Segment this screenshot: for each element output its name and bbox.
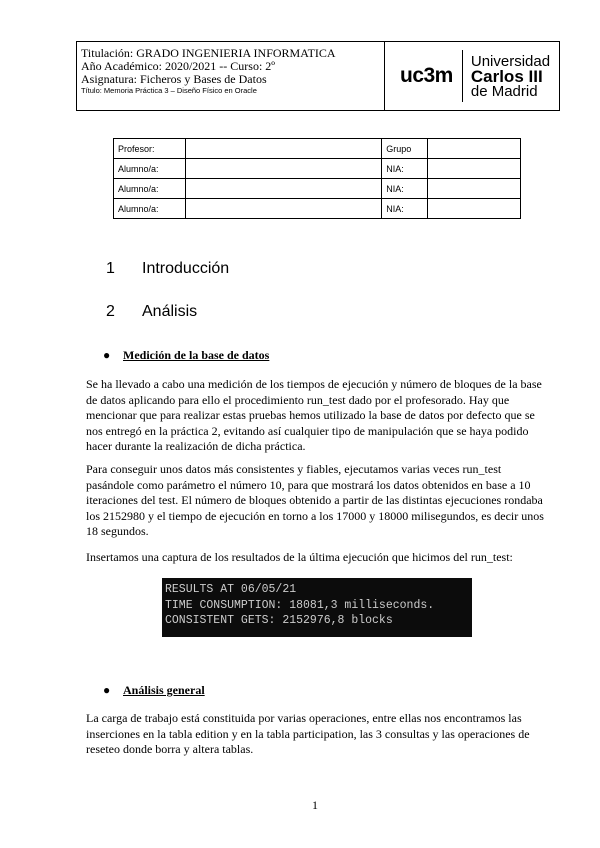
table-cell-value: [185, 159, 381, 179]
section-1-title: Introducción: [142, 260, 230, 277]
bullet-dot: ●: [103, 348, 111, 362]
paragraph-line: hacer durante la realización de dicha práctica.: [86, 439, 306, 453]
table-cell-label: Alumno/a:: [114, 199, 186, 219]
console-screenshot: [162, 578, 472, 637]
bullet-dot: ●: [103, 683, 111, 697]
bullet-title: Análisis general: [123, 683, 205, 697]
paragraph-line: 18 segundos.: [86, 524, 149, 538]
bullet-heading-analisis: [103, 683, 205, 698]
paragraph-line: La carga de trabajo está constituida por varias operaciones, entre ellas nos encontramos las: [86, 711, 522, 725]
header-info: [77, 42, 385, 110]
people-table: [113, 138, 521, 219]
paragraph-line: mencionar que para realizar estas pruebas hemos utilizado la base de datos por defecto que se: [86, 408, 535, 422]
table-cell-value: [428, 179, 521, 199]
bullet-title: Medición de la base de datos: [123, 348, 270, 362]
paragraph-line: reseteo donde borra y altera tablas.: [86, 742, 254, 756]
table-cell-label: NIA:: [382, 179, 428, 199]
console-line: TIME CONSUMPTION: 18081,3 milliseconds.: [165, 598, 435, 612]
table-row: [114, 139, 521, 159]
table-cell-label: Alumno/a:: [114, 179, 186, 199]
table-cell-value: [428, 139, 521, 159]
paragraph-datos: [86, 462, 544, 540]
academic-year: Año Académico: 2020/2021 -- Curso: 2º: [81, 59, 276, 73]
paragraph-line: Insertamos una captura de los resultados de la última ejecución que hicimos del run_test:: [86, 550, 513, 564]
university-logo: [387, 42, 559, 110]
table-row: [114, 179, 521, 199]
paragraph-line: Se ha llevado a cabo una medición de los tiempos de ejecución y número de bloques de la base: [86, 377, 542, 391]
logo-divider: [462, 50, 463, 102]
table-cell-label: Profesor:: [114, 139, 186, 159]
table-cell-label: NIA:: [382, 199, 428, 219]
logo-line-1: Universidad: [470, 52, 551, 70]
page-number: 1: [312, 798, 318, 812]
table-cell-value: [185, 179, 381, 199]
paragraph-medicion: [86, 377, 542, 455]
paragraph-captura: [86, 550, 519, 566]
paragraph-line: inserciones en la tabla edition y en la tabla participation, las 3 consultas y las operaciones de: [86, 726, 530, 741]
table-cell-label: Alumno/a:: [114, 159, 186, 179]
section-1-number: 1: [106, 260, 115, 277]
section-2-number: 2: [106, 303, 115, 320]
console-line: RESULTS AT 06/05/21: [165, 583, 297, 596]
table-cell-label: Grupo: [382, 139, 428, 159]
paragraph-analisis: [86, 711, 530, 758]
paragraph-line: nos entregó en la práctica 2, evitando así cualquier tipo de manipulación que se haya podido: [86, 423, 529, 438]
logo-university-name: [471, 54, 550, 99]
logo-uc3m: uc3m: [400, 64, 453, 87]
table-row: [114, 159, 521, 179]
paragraph-line: iteraciones del test. El número de bloques obtenido a partir de las distintas ejecuciones rondaba: [86, 493, 543, 507]
table-cell-label: NIA:: [382, 159, 428, 179]
paragraph-line: Para conseguir unos datos más consistentes y fiables, ejecutamos varias veces run_test: [86, 462, 502, 476]
table-row: [114, 199, 521, 219]
table-cell-value: [185, 199, 381, 219]
paragraph-line: pasándole como parámetro el número 10, para que mostrará los datos obtenidos en base a 10: [86, 477, 531, 492]
table-cell-value: [428, 199, 521, 219]
titulacion: Titulación: GRADO INGENIERIA INFORMATICA: [81, 46, 336, 60]
section-2-title: Análisis: [142, 303, 198, 320]
console-line: CONSISTENT GETS: 2152976,8 blocks: [165, 614, 393, 627]
logo-line-2: Carlos III: [470, 66, 543, 86]
bullet-heading-medicion: [103, 348, 269, 363]
document-header: [76, 41, 560, 111]
table-cell-value: [428, 159, 521, 179]
subject: Asignatura: Ficheros y Bases de Datos: [81, 72, 267, 86]
logo-line-3: de Madrid: [470, 82, 538, 100]
document-title: Título: Memoria Práctica 3 – Diseño Físico en Oracle: [81, 86, 257, 95]
paragraph-line: de datos aplicando para ello el procedimiento run_test dado por el profesorado. Hay que: [86, 392, 510, 407]
paragraph-line: los 2152980 y el tiempo de ejecución en torno a los 17000 y 18000 milisegundos, es decir unos: [86, 508, 544, 523]
table-cell-value: [185, 139, 381, 159]
